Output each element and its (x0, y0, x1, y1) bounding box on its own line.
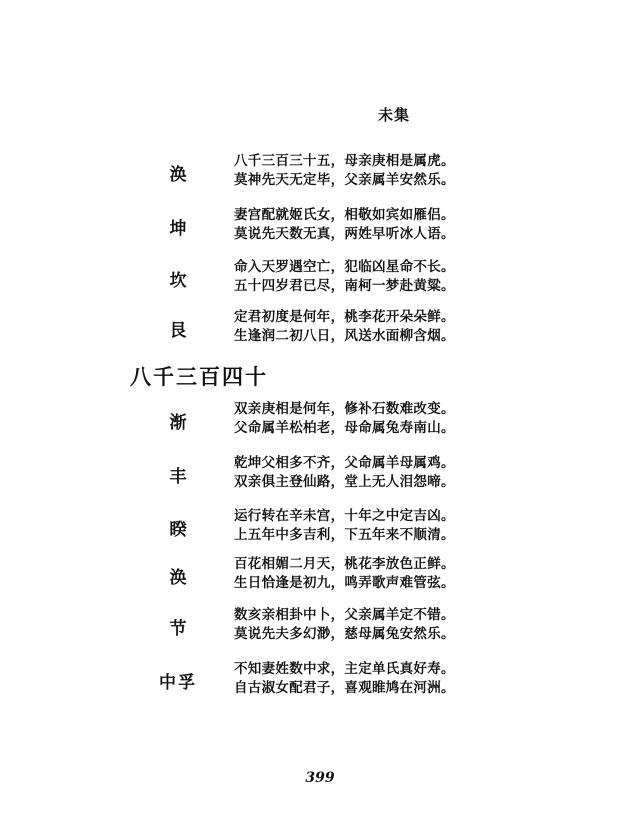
verse (234, 555, 455, 593)
verse-line: 五十四岁君已尽，南柯一梦赴黄粱。 (234, 278, 455, 294)
hexagram-name: 涣 (169, 568, 187, 588)
entry (0, 400, 640, 440)
verse-line: 莫说先夫多幻渺，慈母属兔安然乐。 (234, 626, 455, 642)
entry (0, 660, 640, 700)
hexagram-name: 丰 (169, 467, 187, 487)
hexagram-name: 睽 (169, 520, 187, 540)
entry (0, 152, 640, 192)
entry (0, 606, 640, 646)
entry (0, 258, 640, 298)
verse-line: 生逢润二初八日，风送水面柳含烟。 (234, 328, 455, 344)
verse-line: 命入天罗遇空亡，犯临凶星命不长。 (234, 259, 455, 275)
hexagram-name: 中孚 (159, 673, 197, 693)
page-header-title: 未集 (378, 106, 411, 124)
verse-line: 定君初度是何年，桃李花开朵朵鲜。 (234, 309, 455, 325)
verse-line: 乾坤父相多不齐，父命属羊母属鸡。 (234, 455, 455, 471)
hexagram-name: 艮 (169, 321, 187, 341)
verse-line: 运行转在辛未宫，十年之中定吉凶。 (234, 508, 455, 524)
section-title: 八千三百四十 (130, 364, 268, 389)
verse (234, 507, 455, 545)
hexagram-name: 涣 (169, 165, 187, 185)
verse-line: 莫神先天无定毕，父亲属羊安然乐。 (234, 172, 455, 188)
verse-line: 双亲俱主登仙路，堂上无人泪怨啼。 (234, 474, 455, 490)
verse (234, 454, 455, 492)
verse-line: 百花相媚二月天，桃花李放色正鲜。 (234, 556, 455, 572)
verse-line: 妻宫配就姬氏女，相敬如宾如雁侣。 (234, 207, 455, 223)
verse-line: 生日恰逢是初九，鸣弄歌声难管弦。 (234, 575, 455, 591)
page-number: 399 (305, 770, 335, 786)
hexagram-name: 坎 (169, 271, 187, 291)
hexagram-name: 渐 (169, 413, 187, 433)
entry (0, 507, 640, 547)
verse (234, 152, 455, 190)
verse (234, 660, 455, 698)
hexagram-name: 节 (169, 619, 187, 639)
verse (234, 258, 455, 296)
entry (0, 308, 640, 348)
verse (234, 206, 455, 244)
verse-line: 不知妻姓数中求，主定单氏真好寿。 (234, 661, 455, 677)
verse (234, 308, 455, 346)
hexagram-name: 坤 (169, 219, 187, 239)
entry (0, 206, 640, 246)
verse-line: 自古淑女配君子，喜观睢鸠在河洲。 (234, 680, 455, 696)
entry (0, 555, 640, 595)
verse-line: 数亥亲相卦中卜，父亲属羊定不错。 (234, 607, 455, 623)
entry (0, 454, 640, 494)
verse-line: 父命属羊松柏老，母命属兔寿南山。 (234, 420, 455, 436)
verse-line: 莫说先天数无真，两姓早听冰人语。 (234, 226, 455, 242)
verse-line: 八千三百三十五，母亲庚相是属虎。 (234, 153, 455, 169)
verse (234, 606, 455, 644)
verse-line: 双亲庚相是何年，修补石数难改变。 (234, 401, 455, 417)
verse (234, 400, 455, 438)
verse-line: 上五年中多吉利，下五年来不顺清。 (234, 527, 455, 543)
